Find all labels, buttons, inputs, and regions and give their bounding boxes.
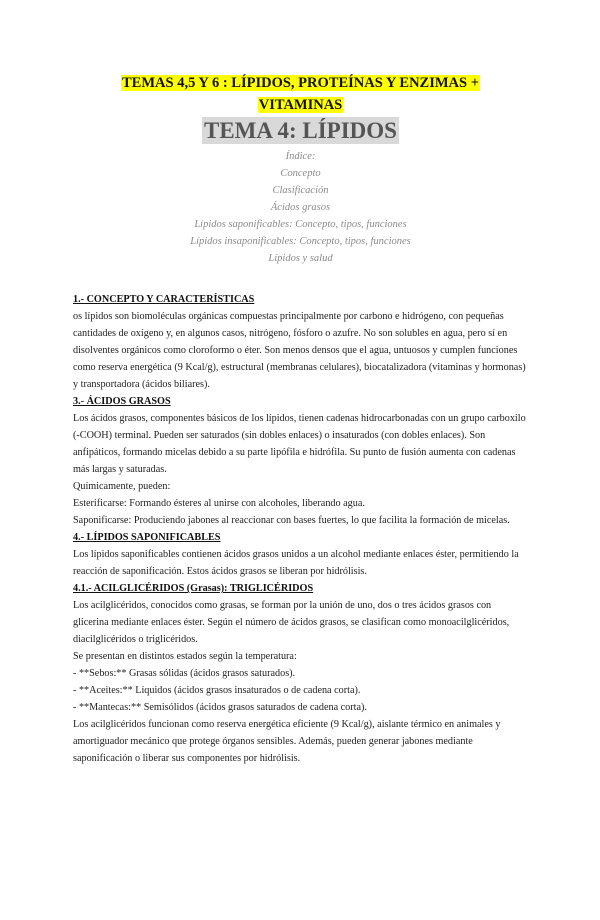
section-heading-saponificables: 4.- LÍPIDOS SAPONIFICABLES	[73, 532, 221, 543]
tema4-title: TEMA 4: LÍPIDOS	[204, 118, 397, 143]
index-item-insaponificables: Lípidos insaponificables: Concepto, tipos, funciones	[190, 236, 411, 247]
index-item-salud: Lípidos y salud	[268, 253, 333, 264]
paragraph-funciones: Los acilglicéridos funcionan como reserva energética eficiente (9 Kcal/g), aislante térmico en animales y amortiguador mecánico que protege órganos sensibles. Además, pueden generar jabones mediante saponificación o liberar sus componentes por hidrólisis.	[73, 719, 501, 764]
index-item-saponificables: Lípidos saponificables: Concepto, tipos, funciones	[194, 219, 407, 230]
main-title-line1: TEMAS 4,5 Y 6 : LÍPIDOS, PROTEÍNAS Y ENZIMAS +	[122, 75, 479, 91]
content	[73, 291, 528, 767]
paragraph-saponificables: Los lípidos saponificables contienen ácidos grasos unidos a un alcohol mediante enlaces éster, permitiendo la reacción de saponificación. Estos ácidos grasos se liberan por hidrólisis.	[73, 549, 519, 577]
main-title	[73, 72, 528, 116]
section-heading-concepto: 1.- CONCEPTO Y CARACTERÍSTICAS	[73, 294, 255, 305]
paragraph-esterificarse: Esterificarse: Formando ésteres al unirse con alcoholes, liberando agua.	[73, 498, 365, 509]
section-heading-acidos-grasos: 3.- ÁCIDOS GRASOS	[73, 396, 171, 407]
main-title-line2: VITAMINAS	[258, 97, 343, 113]
list-item-aceites: - **Aceites:** Líquidos (ácidos grasos insaturados o de cadena corta).	[73, 685, 361, 696]
paragraph-saponificarse: Saponificarse: Produciendo jabones al reaccionar con bases fuertes, lo que facilita la formación de micelas.	[73, 515, 510, 526]
index-item-acidos-grasos: Ácidos grasos	[270, 202, 331, 213]
list-item-mantecas: - **Mantecas:** Semisólidos (ácidos grasos saturados de cadena corta).	[73, 702, 367, 713]
index-heading: Índice:	[285, 151, 316, 162]
index-item-concepto: Concepto	[280, 168, 321, 179]
paragraph-acidos-grasos: Los ácidos grasos, componentes básicos de los lípidos, tienen cadenas hidrocarbonadas con un grupo carboxilo (-COOH) terminal. Pueden ser saturados (sin dobles enlaces) o insaturados (con dobles enlaces). Son anfipáticos, formando micelas debido a su parte lipófila e hidrófila. Su punto de fusión aumenta con cadenas más largas y saturadas.	[73, 413, 526, 475]
subtitle-wrap	[73, 117, 528, 144]
paragraph-acilgliceridos: Los acilglicéridos, conocidos como grasas, se forman por la unión de uno, dos o tres ácidos grasos con glicerina mediante enlaces éster. Según el número de ácidos grasos, se clasifican como monoacilglicéridos, diacilglicéridos o triglicéridos.	[73, 600, 510, 645]
document-page	[0, 72, 600, 920]
index-list	[73, 148, 528, 267]
paragraph-concepto: os lípidos son biomoléculas orgánicas compuestas principalmente por carbono e hidrógeno, con pequeñas cantidades de oxígeno y, en algunos casos, nitrógeno, fósforo o azufre. No son solubles en agua, pero sí en disolventes orgánicos como cloroformo o éter. Son menos densos que el agua, untuosos y cumplen funciones como reserva energética (9 Kcal/g), estructural (membranas celulares), biocatalizadora (vitaminas y hormonas) y transportadora (ácidos biliares).	[73, 311, 526, 390]
section-heading-acilgliceridos: 4.1.- ACILGLICÉRIDOS (Grasas): TRIGLICÉRIDOS	[73, 583, 314, 594]
paragraph-quimicamente: Químicamente, pueden:	[73, 481, 171, 492]
index-item-clasificacion: Clasificación	[272, 185, 329, 196]
list-item-sebos: - **Sebos:** Grasas sólidas (ácidos grasos saturados).	[73, 668, 296, 679]
paragraph-estados: Se presentan en distintos estados según la temperatura:	[73, 651, 297, 662]
